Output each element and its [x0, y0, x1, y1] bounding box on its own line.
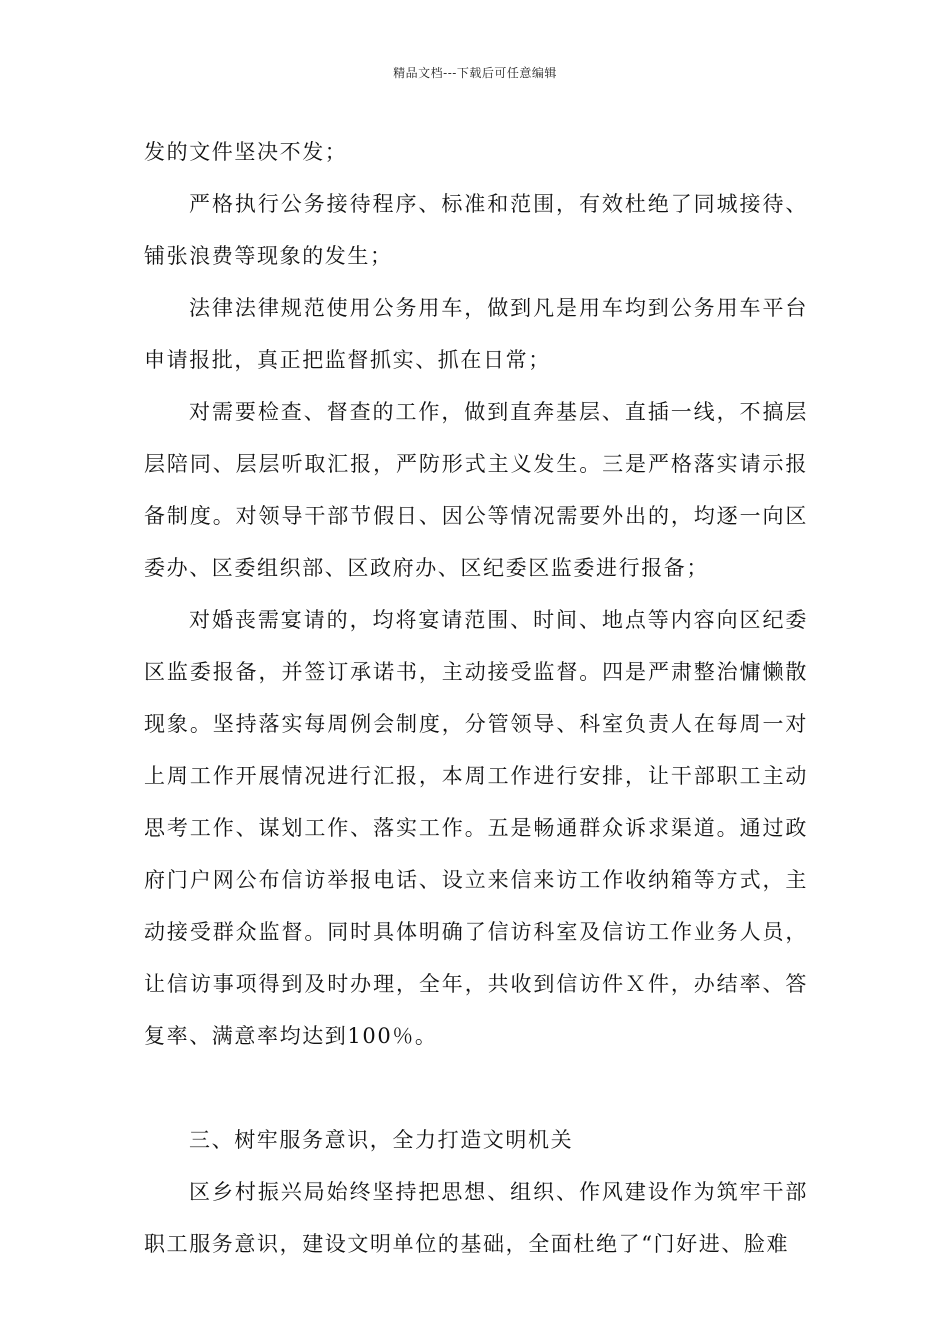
- paragraph-reception-standards: 严格执行公务接待程序、标准和范围，有效杜绝了同城接待、铺张浪费等现象的发生；: [144, 192, 808, 268]
- document-body: [144, 126, 808, 1270]
- paragraph-official-vehicles: 法律法律规范使用公务用车，做到凡是用车均到公务用车平台申请报批，真正把监督抓实、抓在日常；: [144, 296, 808, 372]
- paragraph-service-awareness: 区乡村振兴局始终坚持把思想、组织、作风建设作为筑牢干部职工服务意识，建设文明单位的基础，全面杜绝了“门好进、脸难: [144, 1180, 808, 1256]
- page-header: 精品文档---下载后可任意编辑: [393, 66, 557, 80]
- paragraph-banquet-reporting: 对婚丧需宴请的，均将宴请范围、时间、地点等内容向区纪委区监委报备，并签订承诺书，主动接受监督。四是严肃整治慵懒散现象。坚持落实每周例会制度，分管领导、科室负责人在每周一对上周工作开展情况进行汇报，本周工作进行安排，让干部职工主动思考工作、谋划工作、落实工作。五是畅通群众诉求渠道。通过政府门户网公布信访举报电话、设立来信来访工作收纳箱等方式，主动接受群众监督。同时具体明确了信访科室及信访工作业务人员，让信访事项得到及时办理，全年，共收到信访件Ｘ件，办结率、答复率、满意率均达到100％。: [144, 608, 808, 1048]
- section-heading: 三、树牢服务意识，全力打造文明机关: [189, 1128, 574, 1152]
- paragraph-continuation: 发的文件坚决不发；: [144, 140, 348, 164]
- paragraph-inspection-work: 对需要检查、督查的工作，做到直奔基层、直插一线，不搞层层陪同、层层听取汇报，严防形式主义发生。三是严格落实请示报备制度。对领导干部节假日、因公等情况需要外出的，均逐一向区委办、区委组织部、区政府办、区纪委区监委进行报备；: [144, 400, 808, 580]
